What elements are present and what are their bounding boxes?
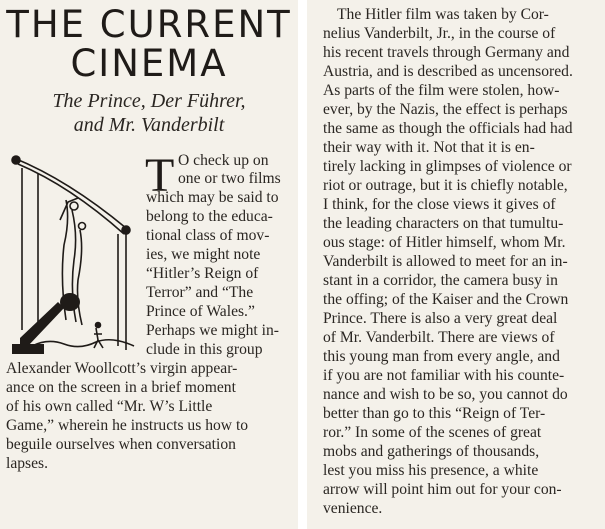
right-text-line: nance and wish to be so, you cannot do bbox=[323, 386, 568, 403]
right-text-line: riot or outrage, but it is chiefly notable, bbox=[323, 177, 568, 194]
right-text-line: their way with it. Not that it is en- bbox=[323, 139, 535, 156]
left-text-line: tional class of mov- bbox=[146, 227, 270, 244]
left-text-line: ance on the screen in a brief moment bbox=[6, 379, 236, 396]
right-text-line: the leading characters on that tumultu- bbox=[323, 215, 564, 232]
right-text-line: Prince. There is also a very great deal bbox=[323, 310, 558, 327]
right-text-line: Austria, and is described as uncensored. bbox=[323, 63, 573, 80]
left-text-line: Alexander Woollcott’s virgin appear- bbox=[6, 360, 238, 377]
right-text-line: stant in a corridor, the camera busy in bbox=[323, 272, 558, 289]
right-column bbox=[307, 0, 605, 529]
right-text-line: Vanderbilt is allowed to meet for an in- bbox=[323, 253, 568, 270]
right-text-line: this young man from every angle, and bbox=[323, 348, 560, 365]
drop-cap: T bbox=[145, 149, 175, 202]
right-text-line: ror.” In some of the scenes of great bbox=[323, 424, 542, 441]
headline-line-2: CINEMA bbox=[70, 42, 228, 85]
left-text-line: beguile ourselves when conversation bbox=[6, 436, 236, 453]
left-text-line: clude in this group bbox=[146, 341, 263, 358]
right-text-line: nelius Vanderbilt, Jr., in the course of bbox=[323, 25, 556, 42]
left-text-line: ies, we might note bbox=[146, 246, 261, 263]
right-text-line: of Mr. Vanderbilt. There are views of bbox=[323, 329, 555, 346]
left-text-line: lapses. bbox=[6, 455, 49, 472]
left-text-line: belong to the educa- bbox=[146, 208, 273, 225]
right-text-line: ever, by the Nazis, the effect is perhaps bbox=[323, 101, 568, 118]
left-text-line: Terror” and “The bbox=[146, 284, 254, 301]
right-text-line: tirely lacking in glimpses of violence or bbox=[323, 158, 572, 175]
left-text-line: “Hitler’s Reign of bbox=[146, 265, 259, 282]
left-text-line: Prince of Wales.” bbox=[146, 303, 255, 320]
right-text-line: I think, for the close views it gives of bbox=[323, 196, 556, 213]
right-text-line: the offing; of the Kaiser and the Crown bbox=[323, 291, 569, 308]
left-text-line: Game,” wherein he instructs us how to bbox=[6, 417, 249, 434]
left-column bbox=[0, 0, 298, 529]
left-text-line: Perhaps we might in- bbox=[146, 322, 279, 339]
right-text-line: mobs and gatherings of thousands, bbox=[323, 443, 540, 460]
subtitle-line-2: and Mr. Vanderbilt bbox=[73, 114, 225, 136]
left-text-line: one or two films bbox=[178, 170, 281, 187]
left-text-line: of his own called “Mr. W’s Little bbox=[6, 398, 213, 415]
column-gutter bbox=[300, 0, 305, 529]
headline-line-1: THE CURRENT bbox=[6, 3, 292, 46]
right-text-line: ous stage: of Hitler himself, whom Mr. bbox=[323, 234, 566, 251]
subtitle-line-1: The Prince, Der Führer, bbox=[52, 90, 246, 112]
right-text-line: better than go to this “Reign of Ter- bbox=[323, 405, 546, 422]
left-text-line: O check up on bbox=[178, 152, 269, 169]
right-text-line: The Hitler film was taken by Cor- bbox=[337, 6, 549, 23]
right-text-line: venience. bbox=[323, 500, 383, 517]
right-text-line: the same as though the officials had had bbox=[323, 120, 573, 137]
left-text-line: which may be said to bbox=[146, 189, 279, 206]
right-text-line: if you are not familiar with his counte- bbox=[323, 367, 565, 384]
right-text-line: lest you miss his presence, a white bbox=[323, 462, 539, 479]
right-text-line: arrow will point him out for your con- bbox=[323, 481, 562, 498]
right-text-line: his recent travels through Germany and bbox=[323, 44, 570, 61]
film-projector-illustration-icon bbox=[8, 150, 136, 360]
right-text-line: As parts of the film were stolen, how- bbox=[323, 82, 560, 99]
